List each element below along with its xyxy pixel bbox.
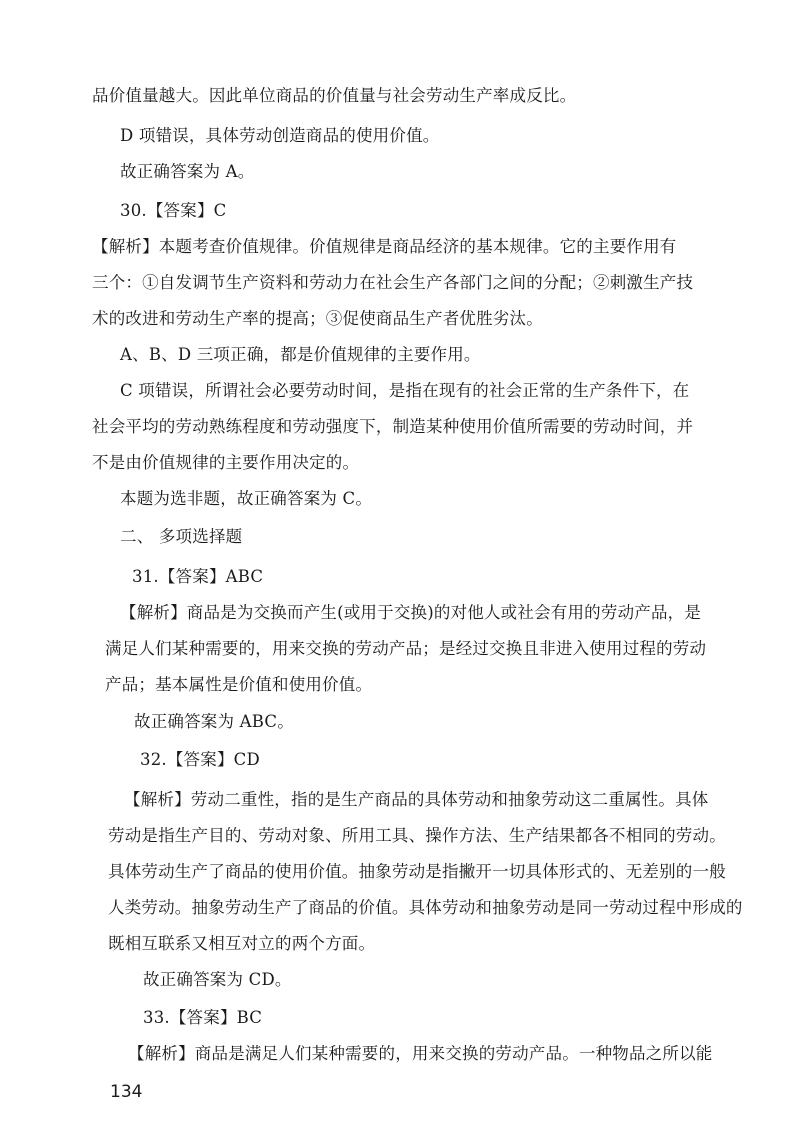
answer-heading: 32.【答案】CD: [140, 750, 260, 769]
answer-heading: 30.【答案】C: [120, 201, 227, 220]
text-line: 品价值量越大。因此单位商品的价值量与社会劳动生产率成反比。: [92, 86, 577, 105]
text-line: C 项错误，所谓社会必要劳动时间，是指在现有的社会正常的生产条件下，在: [120, 381, 690, 400]
text-line: 故正确答案为 ABC。: [134, 712, 294, 731]
text-line: 故正确答案为 CD。: [143, 970, 292, 989]
text-line: 故正确答案为 A。: [120, 162, 255, 181]
text-line: 具体劳动生产了商品的使用价值。抽象劳动是指撇开一切具体形式的、无差别的一般: [108, 862, 726, 881]
text-line: 【解析】劳动二重性，指的是生产商品的具体劳动和抽象劳动这二重属性。具体: [124, 790, 709, 809]
text-line: D 项错误，具体劳动创造商品的使用价值。: [120, 126, 440, 145]
text-line: 【解析】商品是满足人们某种需要的，用来交换的劳动产品。一种物品之所以能: [128, 1044, 713, 1063]
text-line: 术的改进和劳动生产率的提高；③促使商品生产者优胜劣汰。: [92, 309, 543, 328]
text-line: 不是由价值规律的主要作用决定的。: [92, 453, 360, 472]
text-line: 人类劳动。抽象劳动生产了商品的价值。具体劳动和抽象劳动是同一劳动过程中形成的: [108, 898, 743, 917]
text-line: 【解析】商品是为交换而产生(或用于交换)的对他人或社会有用的劳动产品，是: [120, 603, 702, 622]
answer-heading: 33.【答案】BC: [143, 1008, 263, 1027]
text-line: 产品；基本属性是价值和使用价值。: [105, 675, 373, 694]
page-number: 134: [110, 1082, 143, 1102]
text-line: 本题为选非题，故正确答案为 C。: [120, 489, 373, 508]
text-line: 满足人们某种需要的，用来交换的劳动产品；是经过交换且非进入使用过程的劳动: [105, 639, 707, 658]
text-line: 社会平均的劳动熟练程度和劳动强度下，制造某种使用价值所需要的劳动时间，并: [92, 417, 694, 436]
text-line: 劳动是指生产目的、劳动对象、所用工具、操作方法、生产结果都各不相同的劳动。: [108, 826, 726, 845]
text-line: 三个：①自发调节生产资料和劳动力在社会生产各部门之间的分配；②刺激生产技: [92, 273, 694, 292]
section-heading: 二、 多项选择题: [120, 527, 243, 546]
text-line: A、B、D 三项正确，都是价值规律的主要作用。: [120, 345, 481, 364]
text-line: 【解析】本题考查价值规律。价值规律是商品经济的基本规律。它的主要作用有: [92, 237, 677, 256]
answer-heading: 31.【答案】ABC: [132, 567, 264, 586]
text-line: 既相互联系又相互对立的两个方面。: [108, 934, 376, 953]
